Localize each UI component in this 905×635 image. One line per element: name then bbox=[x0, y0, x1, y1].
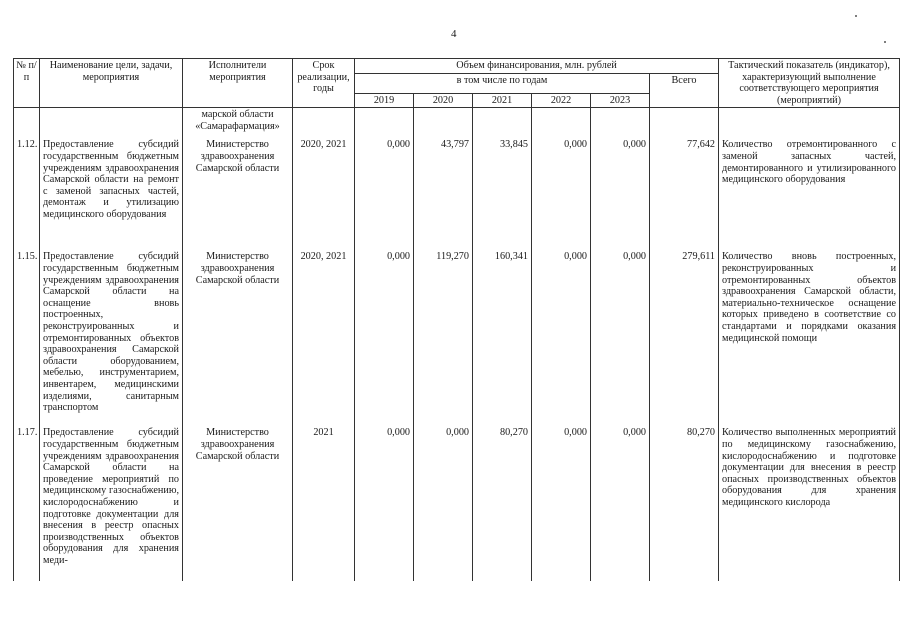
header-executors: Исполнители мероприятия bbox=[183, 59, 293, 108]
header-indicator: Тактический показатель (индикатор), характеризующий выполнение соответствующего мероприятия (мероприятий) bbox=[719, 59, 900, 108]
row-number: 1.15. bbox=[14, 247, 40, 423]
row-name: Предоставление субсидий государственным бюджетным учреждениям здравоохранения Самарской области на оснащение вновь построенных, реконструированных и отремонтированных объектов здравоохранения Самарской области оборудованием, мебелью, инструментарием, инвентарем, медицинскими изделиями, санитарным транспортом bbox=[40, 247, 183, 423]
row-2019: 0,000 bbox=[355, 135, 414, 247]
row-2021: 160,341 bbox=[473, 247, 532, 423]
row-2023: 0,000 bbox=[591, 135, 650, 247]
row-2023: 0,000 bbox=[591, 423, 650, 581]
header-financing: Объем финансирования, млн. рублей bbox=[355, 59, 719, 74]
scan-speck bbox=[855, 15, 857, 17]
financing-table bbox=[13, 58, 900, 581]
row-number: 1.17. bbox=[14, 423, 40, 581]
row-2020: 119,270 bbox=[414, 247, 473, 423]
header-year: 2019 bbox=[355, 93, 414, 108]
row-2019: 0,000 bbox=[355, 247, 414, 423]
row-2019: 0,000 bbox=[355, 423, 414, 581]
header-year: 2021 bbox=[473, 93, 532, 108]
row-total: 80,270 bbox=[650, 423, 719, 581]
row-name: Предоставление субсидий государственным бюджетным учреждениям здравоохранения Самарской области на проведение мероприятий по медицинскому газоснабжению, кислородоснабжению и подготовке документации для внесения в реестр опасных производственных объектов оборудования для хранения меди- bbox=[40, 423, 183, 581]
row-2023: 0,000 bbox=[591, 247, 650, 423]
row-period: 2020, 2021 bbox=[293, 135, 355, 247]
header-period: Срок реализации, годы bbox=[293, 59, 355, 108]
table-row bbox=[14, 247, 900, 423]
header-num: № п/п bbox=[14, 59, 40, 108]
header-by-years: в том числе по годам bbox=[355, 73, 650, 93]
table-row bbox=[14, 135, 900, 247]
row-2022: 0,000 bbox=[532, 135, 591, 247]
row-2022: 0,000 bbox=[532, 247, 591, 423]
continuation-row bbox=[14, 108, 900, 136]
row-2022: 0,000 bbox=[532, 423, 591, 581]
row-executors: Министерство здравоохранения Самарской области bbox=[183, 247, 293, 423]
scan-speck bbox=[884, 41, 886, 43]
row-executors: Министерство здравоохранения Самарской области bbox=[183, 423, 293, 581]
header-year: 2023 bbox=[591, 93, 650, 108]
header-year: 2022 bbox=[532, 93, 591, 108]
row-period: 2020, 2021 bbox=[293, 247, 355, 423]
row-total: 77,642 bbox=[650, 135, 719, 247]
continuation-executors: марской области «Самарафармация» bbox=[183, 108, 293, 136]
header-total: Всего bbox=[650, 73, 719, 108]
row-total: 279,611 bbox=[650, 247, 719, 423]
row-indicator: Количество вновь построенных, реконструированных и отремонтированных объектов здравоохранения Самарской области, материально-техническое оснащение которых приведено в соответствие со стандартами и порядками оказания медицинской помощи bbox=[719, 247, 900, 423]
row-period: 2021 bbox=[293, 423, 355, 581]
row-name: Предоставление субсидий государственным бюджетным учреждениям здравоохранения Самарской области на ремонт с заменой запасных частей, демонтаж и утилизацию медицинского оборудования bbox=[40, 135, 183, 247]
table-row bbox=[14, 423, 900, 581]
row-2020: 43,797 bbox=[414, 135, 473, 247]
row-2020: 0,000 bbox=[414, 423, 473, 581]
page-number: 4 bbox=[451, 28, 457, 40]
row-executors: Министерство здравоохранения Самарской области bbox=[183, 135, 293, 247]
row-indicator: Количество выполненных мероприятий по медицинскому газоснабжению, кислородоснабжению и подготовке документации для внесения в реестр опасных производственных объектов оборудования для хранения медицинского кислорода bbox=[719, 423, 900, 581]
header-year: 2020 bbox=[414, 93, 473, 108]
row-2021: 33,845 bbox=[473, 135, 532, 247]
row-2021: 80,270 bbox=[473, 423, 532, 581]
row-number: 1.12. bbox=[14, 135, 40, 247]
header-name: Наименование цели, задачи, мероприятия bbox=[40, 59, 183, 108]
row-indicator: Количество отремонтированного с заменой запасных частей, демонтированного и утилизированного медицинского оборудования bbox=[719, 135, 900, 247]
